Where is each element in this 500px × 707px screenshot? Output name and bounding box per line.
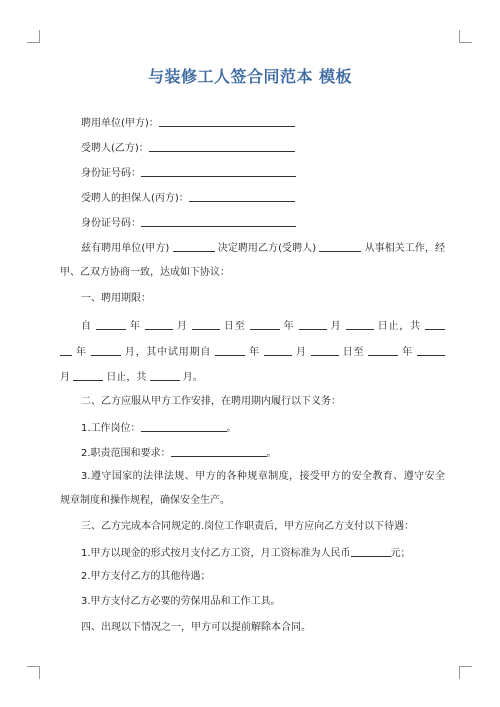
crop-mark-bottom-left <box>27 666 40 679</box>
section2-item-1: 1.工作岗位： 。 <box>81 420 445 436</box>
crop-mark-top-right <box>459 30 472 43</box>
document-title: 与装修工人签合同范本 模板 <box>147 67 353 86</box>
intro-line-2: 甲、乙双方协商一致，达成如下协议： <box>60 267 230 278</box>
blank-trial-months[interactable] <box>150 369 180 381</box>
blank-trial-end-month[interactable] <box>417 344 445 356</box>
blank-trial-end-year[interactable] <box>368 344 398 356</box>
section2-item-3-line-1: 3.遵守国家的法律法规、甲方的各种规章制度，接受甲方的安全教育、遵守安全 <box>81 471 445 482</box>
field-id-number: 身份证号码： <box>81 165 445 181</box>
field-employer: 聘用单位(甲方)： <box>81 115 445 131</box>
blank-trial-start-year[interactable] <box>215 344 245 356</box>
section3-item-2: 2.甲方支付乙方的其他待遇； <box>81 571 211 582</box>
field-guarantor-id: 身份证号码： <box>81 215 445 231</box>
section3-item-1: 1.甲方以现金的形式按月支付乙方工资，月工资标准为人民币 元； <box>81 545 445 561</box>
blank-total-years-cont[interactable] <box>60 344 72 356</box>
blank-trial-start-month[interactable] <box>264 344 292 356</box>
blank-employee[interactable] <box>149 140 295 152</box>
section1-term-line-1: 自 年 月 日至 年 月 日止，共 <box>81 318 445 334</box>
section3-heading: 三、乙方完成本合同规定的.岗位工作职责后，甲方应向乙方支付以下待遇： <box>81 521 415 532</box>
section1-term-line-2: 年 月，其中试用期自 年 月 日至 年 <box>60 344 445 360</box>
crop-mark-bottom-right <box>459 666 472 679</box>
blank-total-years[interactable] <box>425 318 445 330</box>
section2-item-3-line-2: 规章制度和操作规程，确保安全生产。 <box>60 495 230 506</box>
blank-end-year[interactable] <box>250 318 280 330</box>
blank-intro-employer[interactable] <box>173 240 215 252</box>
blank-trial-start-day[interactable] <box>311 344 339 356</box>
blank-intro-employee[interactable] <box>319 240 361 252</box>
section2-heading: 二、乙方应服从甲方工作安排，在聘用期内履行以下义务： <box>81 396 341 407</box>
field-employee: 受聘人(乙方)： <box>81 140 445 156</box>
crop-mark-top-left <box>27 30 40 43</box>
blank-end-day[interactable] <box>346 318 374 330</box>
section1-heading: 一、聘用期限： <box>81 293 151 304</box>
blank-job-position[interactable] <box>141 420 227 432</box>
blank-total-months[interactable] <box>91 344 121 356</box>
blank-monthly-salary[interactable] <box>351 545 391 557</box>
blank-duties[interactable] <box>171 445 267 457</box>
blank-guarantor-id[interactable] <box>141 215 296 227</box>
blank-employer[interactable] <box>159 115 295 127</box>
blank-end-month[interactable] <box>299 318 327 330</box>
intro-line-1: 兹有聘用单位(甲方) 决定聘用乙方(受聘人) 从事相关工作，经 <box>81 240 445 256</box>
section4-heading: 四、出现以下情况之一，甲方可以提前解除本合同。 <box>81 622 311 633</box>
section3-item-3: 3.甲方支付乙方必要的劳保用品和工作工具。 <box>81 596 281 607</box>
blank-start-year[interactable] <box>96 318 126 330</box>
blank-trial-end-day[interactable] <box>73 369 103 381</box>
field-guarantor: 受聘人的担保人(丙方)： <box>81 190 445 206</box>
section1-term-line-3: 月 日止，共 月。 <box>60 369 445 385</box>
blank-start-month[interactable] <box>145 318 173 330</box>
section2-item-2: 2.职责范围和要求： 。 <box>81 445 445 461</box>
blank-start-day[interactable] <box>192 318 220 330</box>
blank-id-number[interactable] <box>141 165 296 177</box>
blank-guarantor[interactable] <box>189 190 295 202</box>
